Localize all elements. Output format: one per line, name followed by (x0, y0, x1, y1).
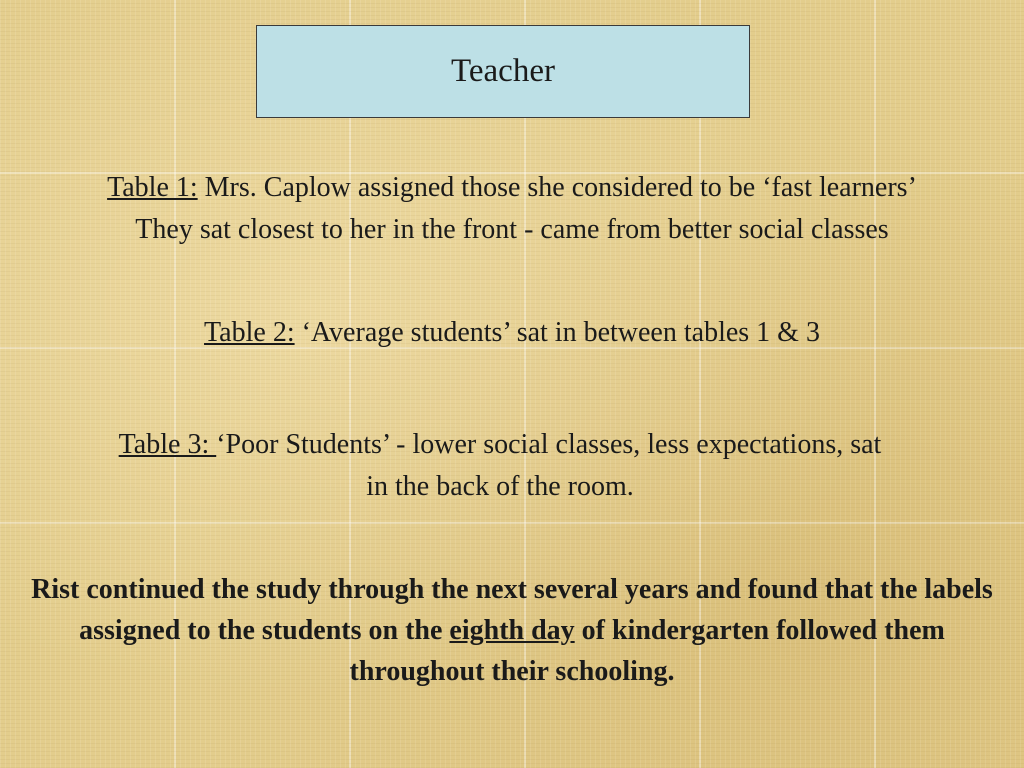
table-3-description (0, 424, 1024, 508)
table-1-label: Table 1: (107, 172, 198, 203)
table-3-line-2: in the back of the room. (366, 471, 634, 502)
table-3-line-1: ‘Poor Students’ - lower social classes, less expectations, sat (216, 429, 882, 460)
teacher-label: Teacher (451, 53, 555, 89)
table-2-label: Table 2: (204, 317, 295, 348)
table-2-description (0, 312, 1024, 354)
table-1-line-2: They sat closest to her in the front - came from better social classes (135, 214, 889, 245)
conclusion-paragraph (20, 569, 1004, 692)
table-3-label: Table 3: (118, 429, 217, 460)
teacher-box (256, 25, 750, 118)
table-1-description (0, 167, 1024, 251)
conclusion-part-1: Rist continued the study through the next several years and found that the labels assigned to the students on the (31, 574, 993, 646)
conclusion-part-2: of kindergarten followed them throughout their schooling. (349, 615, 945, 687)
conclusion-emphasis: eighth day (449, 615, 575, 646)
table-2-text: ‘Average students’ sat in between tables 1 & 3 (294, 317, 820, 348)
table-1-line-1: Mrs. Caplow assigned those she considered to be ‘fast learners’ (197, 172, 917, 203)
